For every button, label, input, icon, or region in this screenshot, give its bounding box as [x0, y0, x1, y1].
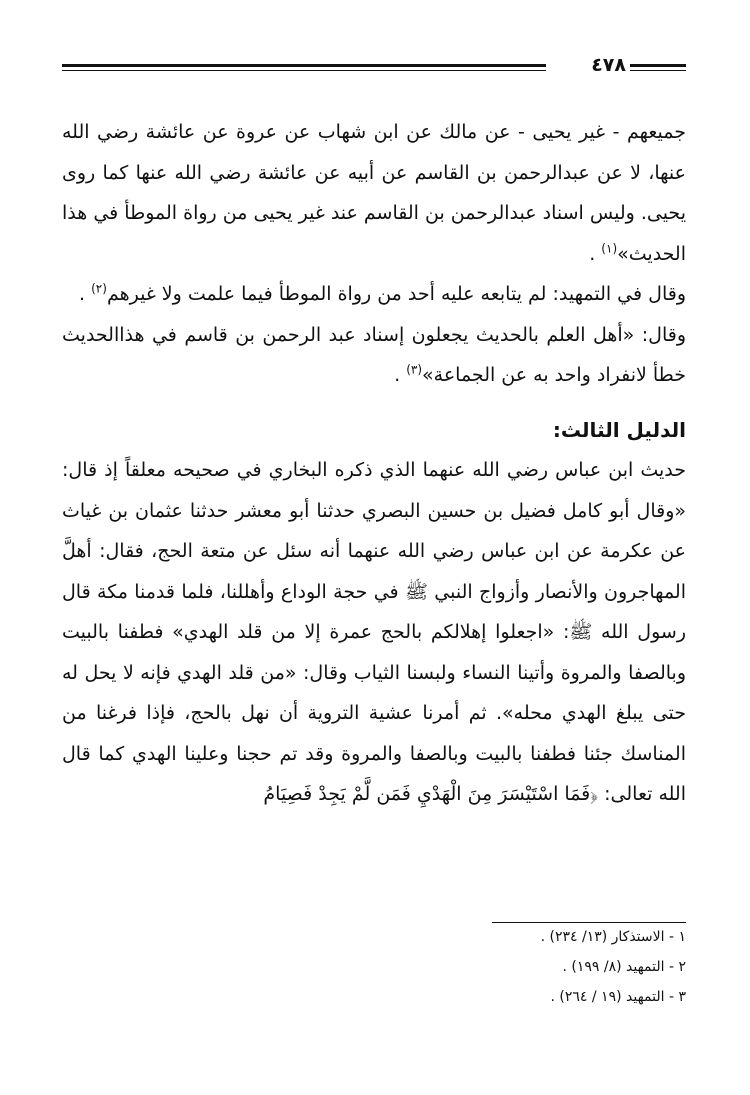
footnote-ref-1: (١) [601, 241, 618, 256]
paragraph-3-text: وقال: «أهل العلم بالحديث يجعلون إسناد عبد الرحمن بن قاسم في هذاالحديث خطأ لانفراد واحد به عن الجماعة» [62, 323, 686, 386]
paragraph-1-end: . [589, 242, 602, 265]
paragraph-2-end: . [79, 283, 92, 305]
footnote-ref-3: (٣) [406, 362, 423, 377]
main-text [62, 112, 686, 815]
header-rule-left [62, 64, 546, 71]
footnotes [62, 922, 686, 1012]
page-header [62, 54, 686, 82]
footnote-1: ١ - الاستذكار (١٣/ ٢٣٤) . [540, 929, 686, 945]
paragraph-4-text: حديث ابن عباس رضي الله عنهما الذي ذكره البخاري في صحيحه معلقاً إذ قال: «وقال أبو كامل فضيل بن حسين البصري حدثنا أبو معشر حدثنا عثمان بن غياث عن عكرمة عن ابن عباس رضي الله عنهما أنه سئل عن متعة الحج، فقال: أهلَّ المهاجرون والأنصار وأزواج النبي ﷺ في حجة الوداع وأهللنا، فلما قدمنا مكة قال رسول الله ﷺ: «اجعلوا إهلالكم بالحج عمرة إلا من قلد الهدي» فطفنا بالبيت وبالصفا والمروة وأتينا النساء ولبسنا الثياب وقال: «من قلد الهدي فإنه لا يحل له حتى يبلغ الهدي محله». ثم أمرنا عشية التروية أن نهل بالحج، فإذا فرغنا من المناسك جئنا فطفنا بالبيت وبالصفا والمروة وقد تم حجنا وعلينا الهدي كما قال الله تعالى: [62, 459, 686, 805]
quran-quote: ﴿فَمَا اسْتَيْسَرَ مِنَ الْهَدْيِ فَمَن لَّمْ يَجِدْ فَصِيَامُ [263, 783, 599, 805]
footnote-ref-2: (٢) [91, 281, 107, 296]
header-rule-right [630, 64, 686, 71]
paragraph-1-text: جميعهم - غير يحيى - عن مالك عن ابن شهاب عن عروة عن عائشة رضي الله عنها، لا عن عبدالرحمن بن القاسم عن أبيه عن عائشة رضي الله عنها كما روى يحيى. وليس اسناد عبدالرحمن بن القاسم عند غير يحيى من رواة الموطأ في هذا الحديث» [62, 121, 686, 265]
section-heading: الدليل الثالث: [552, 417, 686, 442]
page-number: ٤٧٨ [591, 54, 626, 76]
paragraph-3-end: . [394, 364, 407, 386]
paragraph-2 [62, 274, 686, 315]
paragraph-4 [62, 450, 686, 815]
paragraph-2-text: وقال في التمهيد: لم يتابعه عليه أحد من رواة الموطأ فيما علمت ولا غيرهم [106, 283, 686, 305]
footnote-3: ٣ - التمهيد (١٩ / ٢٦٤) . [550, 989, 686, 1005]
footnote-2: ٢ - التمهيد (٨/ ١٩٩) . [562, 959, 686, 975]
section-gap [62, 396, 686, 410]
paragraph-3 [62, 315, 686, 396]
paragraph-1 [62, 112, 686, 274]
